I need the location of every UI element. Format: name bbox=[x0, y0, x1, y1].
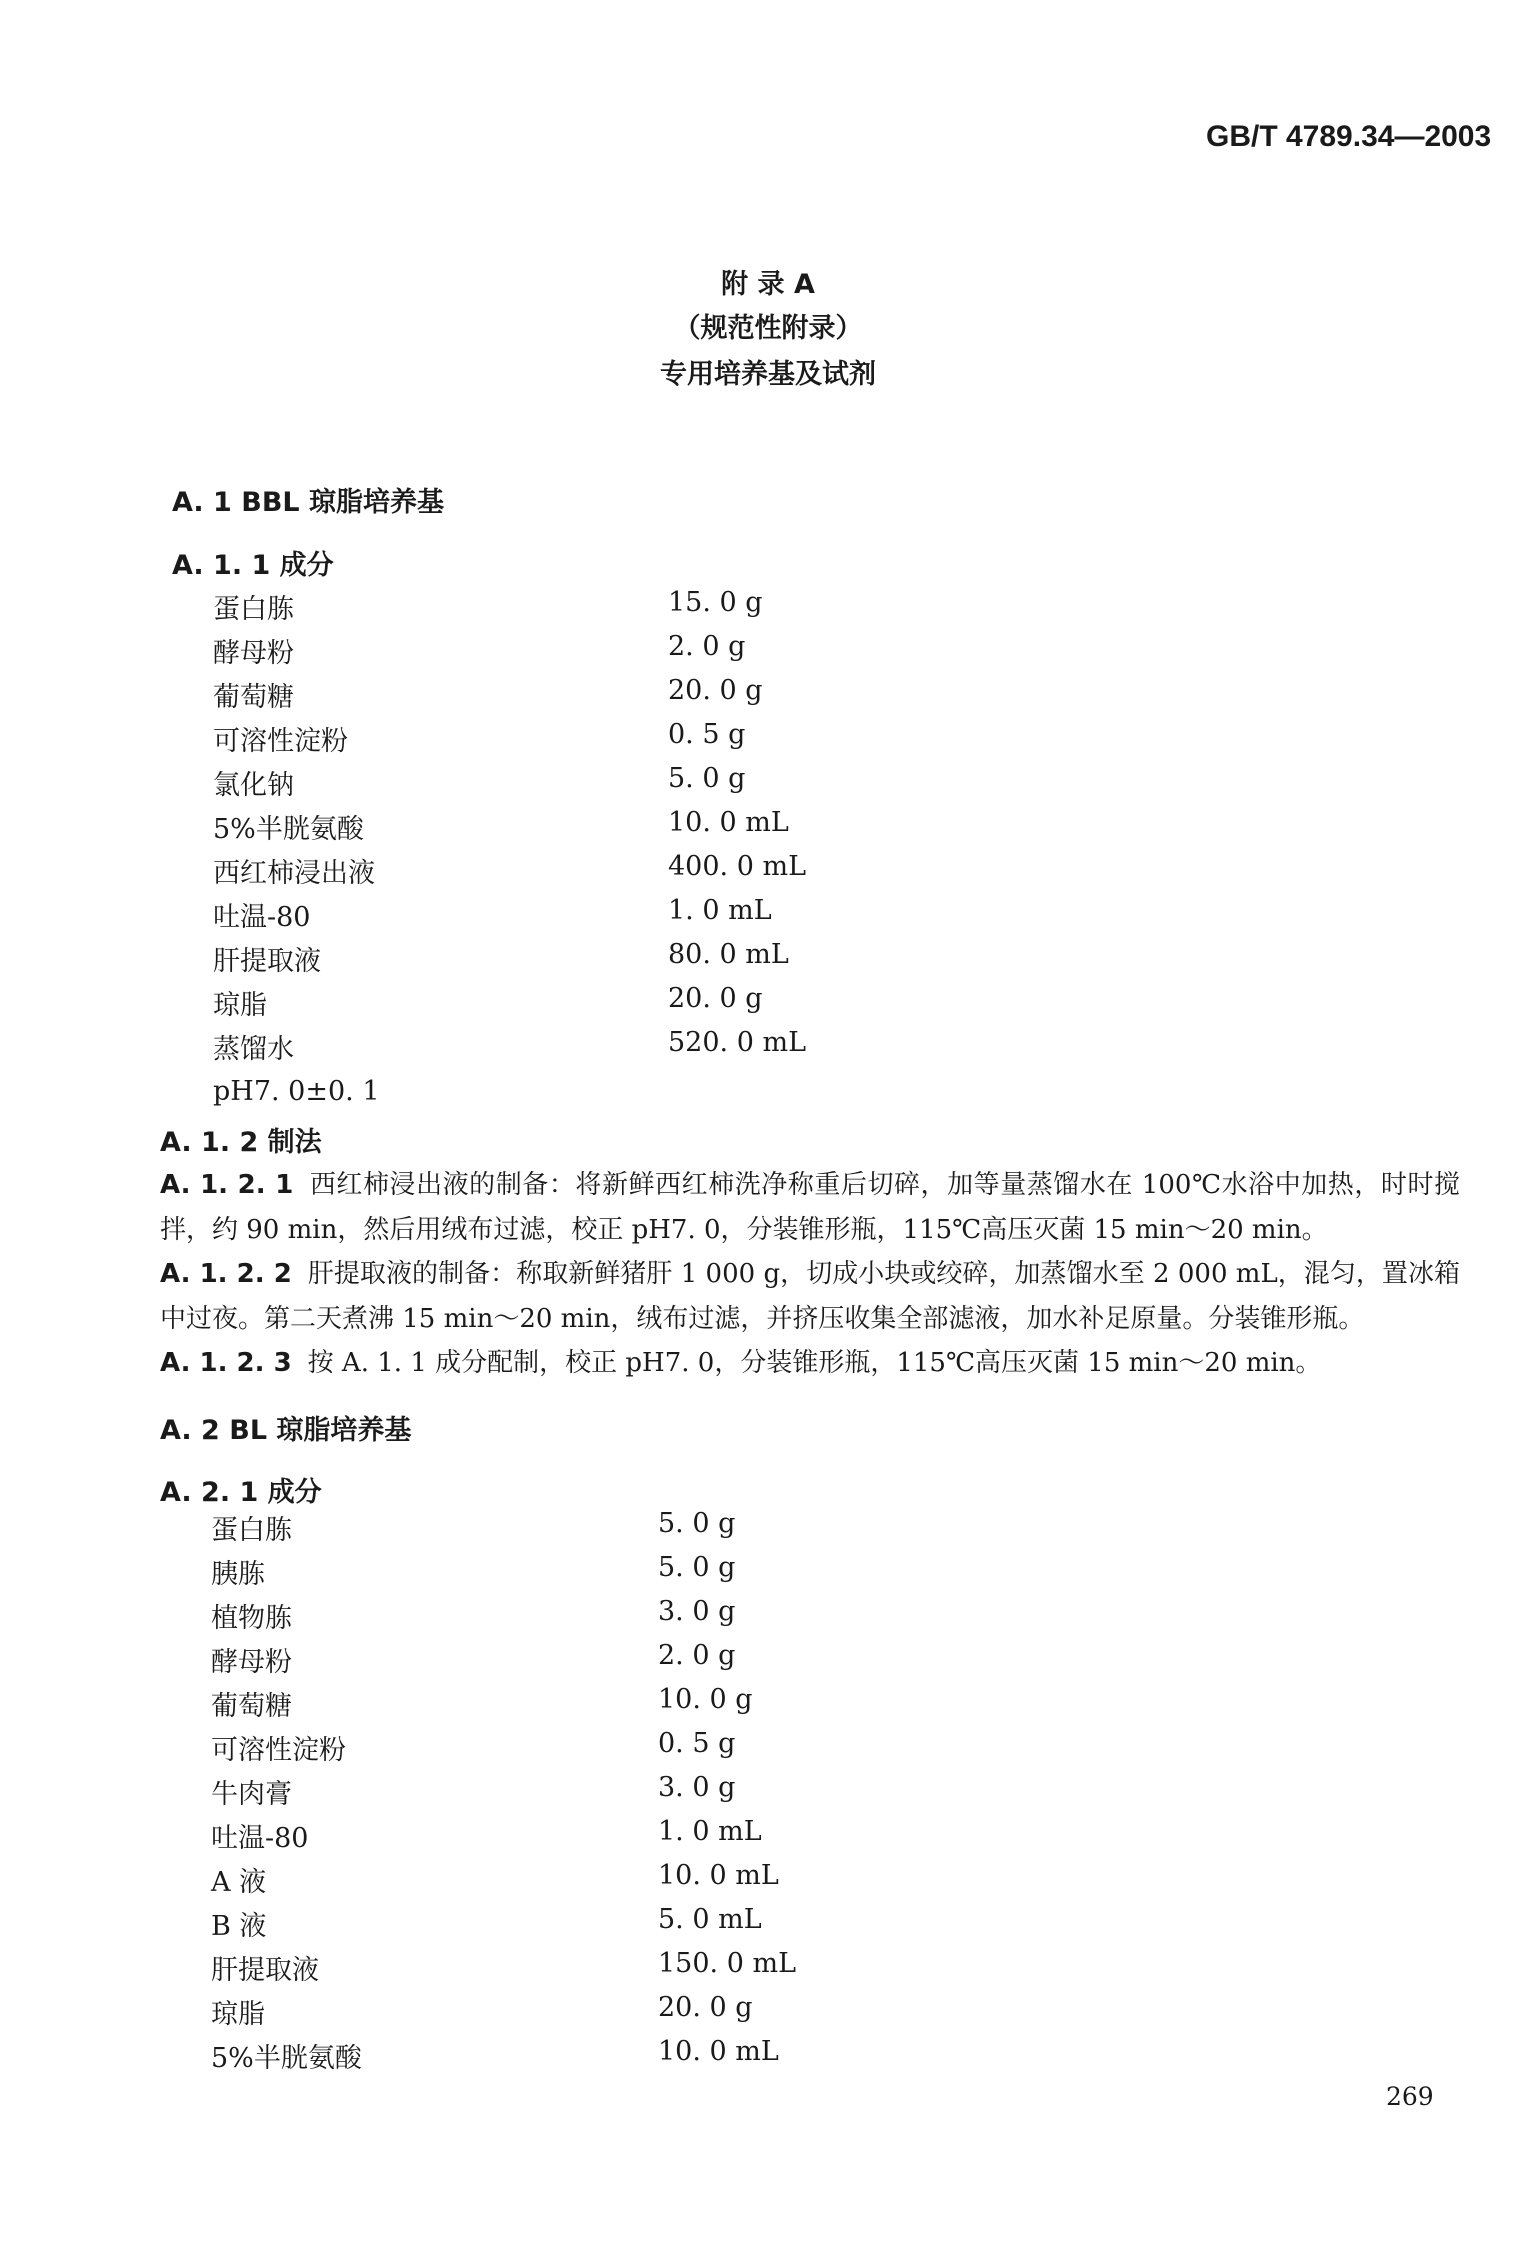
ingredient-amount: 20. 0 g bbox=[658, 1992, 753, 2023]
ingredient-name: 吐温-80 bbox=[211, 1823, 309, 1854]
ph-value: pH7. 0±0. 1 bbox=[213, 1076, 380, 1107]
ingredient-name: 琼脂 bbox=[211, 1999, 265, 2030]
ingredient-name: 蛋白胨 bbox=[213, 594, 294, 625]
method-number: A. 1. 2. 2 bbox=[160, 1259, 292, 1289]
ingredient-amount: 5. 0 g bbox=[668, 763, 746, 794]
ingredient-amount: 5. 0 g bbox=[658, 1552, 736, 1583]
ingredient-amount: 3. 0 g bbox=[658, 1772, 736, 1803]
ingredient-name: 肝提取液 bbox=[213, 946, 321, 977]
section-a1-2-heading: A. 1. 2 制法 bbox=[160, 1127, 322, 1158]
ingredient-amount: 20. 0 g bbox=[668, 675, 763, 706]
ingredient-name: 5%半胱氨酸 bbox=[211, 2043, 362, 2074]
ingredient-name: 吐温-80 bbox=[213, 902, 311, 933]
ingredient-name: 可溶性淀粉 bbox=[213, 726, 348, 757]
ingredient-name: 氯化钠 bbox=[213, 770, 294, 801]
ingredient-name: 胰胨 bbox=[211, 1559, 265, 1590]
section-a2-1-heading: A. 2. 1 成分 bbox=[160, 1477, 322, 1508]
ingredient-name: 牛肉膏 bbox=[211, 1779, 292, 1810]
ingredient-amount: 20. 0 g bbox=[668, 983, 763, 1014]
ingredient-name: B 液 bbox=[211, 1911, 267, 1942]
ingredient-amount: 10. 0 mL bbox=[658, 2036, 779, 2067]
method-paragraph-3 bbox=[160, 1341, 1460, 1386]
ingredient-amount: 150. 0 mL bbox=[658, 1948, 796, 1979]
method-text: 西红柿浸出液的制备：将新鲜西红柿洗净称重后切碎，加等量蒸馏水在 100℃水浴中加热，时时搅拌，约 90 min，然后用绒布过滤，校正 pH7. 0，分装锥形瓶，115℃高压灭菌 15 min～20 min。 bbox=[160, 1170, 1460, 1245]
ingredient-name: 肝提取液 bbox=[211, 1955, 319, 1986]
ingredient-name: 西红柿浸出液 bbox=[213, 858, 375, 889]
method-paragraph-2 bbox=[160, 1252, 1460, 1342]
ingredient-amount: 0. 5 g bbox=[668, 719, 746, 750]
section-a1-heading: A. 1 BBL 琼脂培养基 bbox=[172, 487, 445, 518]
ingredient-amount: 80. 0 mL bbox=[668, 939, 789, 970]
ingredient-amount: 1. 0 mL bbox=[668, 895, 772, 926]
ingredient-name: 琼脂 bbox=[213, 990, 267, 1021]
ingredient-name: A 液 bbox=[211, 1867, 267, 1898]
ingredient-name: 葡萄糖 bbox=[213, 682, 294, 713]
method-text: 肝提取液的制备：称取新鲜猪肝 1 000 g，切成小块或绞碎，加蒸馏水至 2 000 mL，混匀，置冰箱中过夜。第二天煮沸 15 min～20 min，绒布过滤，并挤压收集全部滤液，加水补足原量。分装锥形瓶。 bbox=[160, 1259, 1460, 1334]
ingredient-amount: 5. 0 mL bbox=[658, 1904, 762, 1935]
method-paragraph-1 bbox=[160, 1163, 1460, 1253]
ingredient-name: 蛋白胨 bbox=[211, 1515, 292, 1546]
ingredient-amount: 10. 0 mL bbox=[668, 807, 789, 838]
ingredient-amount: 1. 0 mL bbox=[658, 1816, 762, 1847]
ingredient-amount: 3. 0 g bbox=[658, 1596, 736, 1627]
ingredient-name: 葡萄糖 bbox=[211, 1691, 292, 1722]
ingredient-amount: 400. 0 mL bbox=[668, 851, 806, 882]
appendix-subtitle: 专用培养基及试剂 bbox=[660, 359, 876, 390]
ingredient-amount: 0. 5 g bbox=[658, 1728, 736, 1759]
section-a2-heading: A. 2 BL 琼脂培养基 bbox=[160, 1415, 412, 1446]
ingredient-amount: 2. 0 g bbox=[658, 1640, 736, 1671]
method-number: A. 1. 2. 3 bbox=[160, 1348, 292, 1378]
page-number: 269 bbox=[1386, 2082, 1434, 2111]
method-text: 按 A. 1. 1 成分配制，校正 pH7. 0，分装锥形瓶，115℃高压灭菌 15 min～20 min。 bbox=[307, 1348, 1322, 1378]
standard-number: GB/T 4789.34—2003 bbox=[1206, 120, 1492, 153]
ingredient-name: 植物胨 bbox=[211, 1603, 292, 1634]
ingredient-amount: 10. 0 mL bbox=[658, 1860, 779, 1891]
section-a1-1-heading: A. 1. 1 成分 bbox=[172, 550, 334, 581]
ingredient-name: 可溶性淀粉 bbox=[211, 1735, 346, 1766]
ingredient-name: 酵母粉 bbox=[213, 638, 294, 669]
appendix-type: （规范性附录） bbox=[673, 313, 863, 344]
ingredient-name: 5%半胱氨酸 bbox=[213, 814, 364, 845]
ingredient-amount: 520. 0 mL bbox=[668, 1027, 806, 1058]
appendix-title: 附 录 A bbox=[721, 269, 815, 300]
method-number: A. 1. 2. 1 bbox=[160, 1170, 294, 1200]
ingredient-name: 蒸馏水 bbox=[213, 1034, 294, 1065]
ingredient-amount: 15. 0 g bbox=[668, 587, 763, 618]
ingredient-amount: 5. 0 g bbox=[658, 1508, 736, 1539]
ingredient-name: 酵母粉 bbox=[211, 1647, 292, 1678]
ingredient-amount: 10. 0 g bbox=[658, 1684, 753, 1715]
ingredient-amount: 2. 0 g bbox=[668, 631, 746, 662]
